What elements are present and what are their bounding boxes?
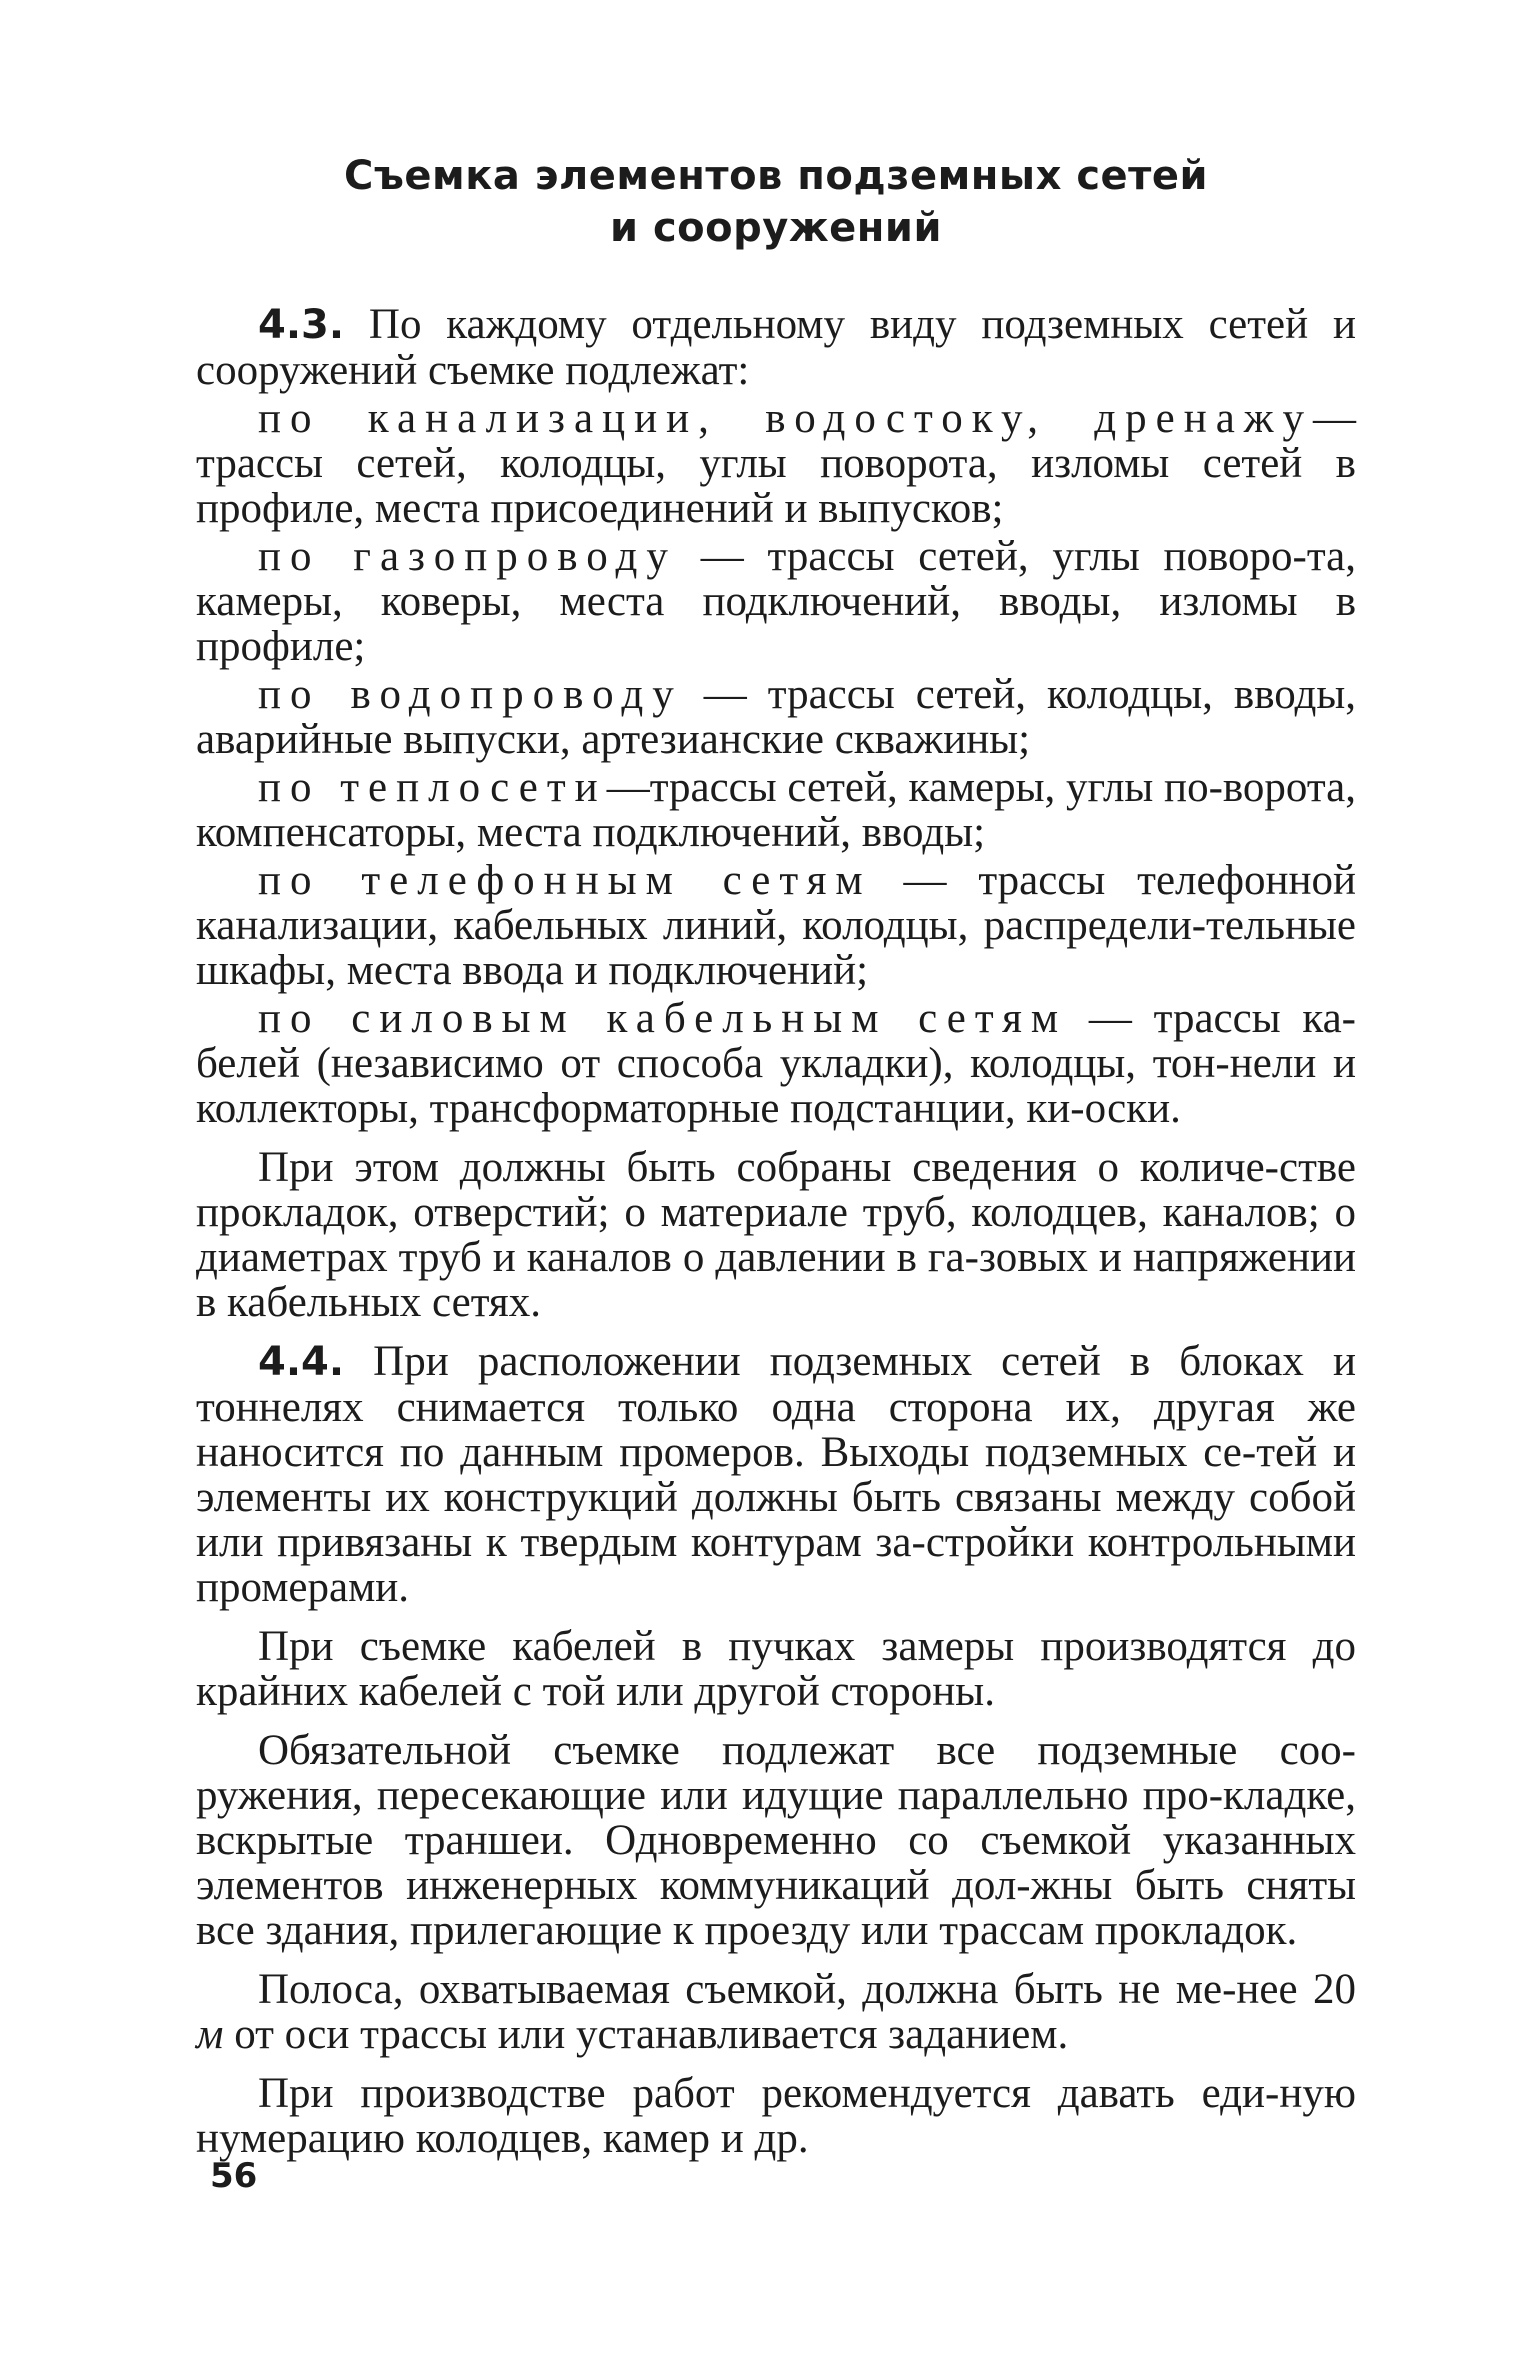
paragraph-4-3-intro	[196, 302, 1356, 393]
section-title	[196, 150, 1356, 254]
paragraph: При съемке кабелей в пучках замеры производятся до крайних кабелей с той или другой стороны.	[196, 1623, 1356, 1715]
item-text: — трассы сетей, колодцы, углы поворота, изломы сетей в профиле, места присоединений и выпусков;	[196, 395, 1356, 532]
title-line-1: Съемка элементов подземных сетей	[343, 153, 1208, 199]
list-item	[196, 858, 1356, 993]
list-item	[196, 765, 1356, 855]
item-label: по телефонным сетям	[258, 857, 872, 904]
title-line-2: и сооружений	[610, 205, 942, 251]
item-text: — трассы сетей, углы поворо-та, камеры, коверы, места подключений, вводы, изломы в профиле;	[196, 533, 1357, 670]
item-text: — трассы телефонной канализации, кабельных линий, колодцы, распредели-тельные шкафы, места ввода и подключений;	[196, 857, 1356, 994]
list-item	[196, 996, 1356, 1131]
item-label: по канализации, водостоку, дренажу	[258, 395, 1313, 442]
paragraph: При производстве работ рекомендуется давать еди-ную нумерацию колодцев, камер и др.	[196, 2070, 1356, 2162]
item-text: — трассы ка-белей (независимо от способа укладки), колодцы, тон-нели и коллекторы, трансформаторные подстанции, ки-оски.	[196, 995, 1356, 1132]
clause-number: 4.4.	[258, 1339, 345, 1385]
paragraph: Обязательной съемке подлежат все подземные соо-ружения, пересекающие или идущие параллельно про-кладке, вскрытые траншеи. Одновременно со съемкой указанных элементов инженерных коммуникаций дол-жны быть сняты все здания, прилегающие к проезду или трассам прокладок.	[196, 1727, 1356, 1954]
list-item	[196, 396, 1356, 531]
paragraph	[196, 1967, 1356, 2057]
item-label: по теплосети	[258, 764, 607, 811]
paragraph-text: По каждому отдельному виду подземных сетей и сооружений съемке подлежат:	[196, 301, 1357, 394]
clause-number: 4.3.	[258, 302, 345, 348]
unit-meters: м	[196, 2011, 224, 2058]
paragraph-4-4	[196, 1339, 1356, 1610]
item-label: по водопроводу	[258, 671, 683, 718]
paragraph-text: Полоса, охватываемая съемкой, должна быть не ме-нее 20	[258, 1966, 1356, 2013]
list-item	[196, 534, 1356, 669]
paragraph-text: от оси трассы или устанавливается заданием.	[223, 2011, 1069, 2058]
document-page	[196, 150, 1356, 2161]
paragraph-note: При этом должны быть собраны сведения о количе-стве прокладок, отверстий; о материале труб, колодцев, каналов; о диаметрах труб и каналов о давлении в га-зовых и напряжении в кабельных сетях.	[196, 1144, 1356, 1326]
item-label: по силовым кабельным сетям	[258, 995, 1068, 1042]
paragraph-text: При расположении подземных сетей в блоках и тоннелях снимается только одна сторона их, другая же наносится по данным промеров. Выходы подземных се-тей и элементы их конструкций должны быть связаны между собой или привязаны к твердым контурам за-стройки контрольными промерами.	[196, 1338, 1356, 1611]
item-label: по газопроводу	[258, 533, 677, 580]
list-item	[196, 672, 1356, 762]
item-text: —трассы сетей, камеры, углы по-ворота, компенсаторы, места подключений, вводы;	[196, 764, 1356, 856]
page-number: 56	[210, 2156, 258, 2196]
item-text: — трассы сетей, колодцы, вводы, аварийные выпуски, артезианские скважины;	[196, 671, 1357, 763]
